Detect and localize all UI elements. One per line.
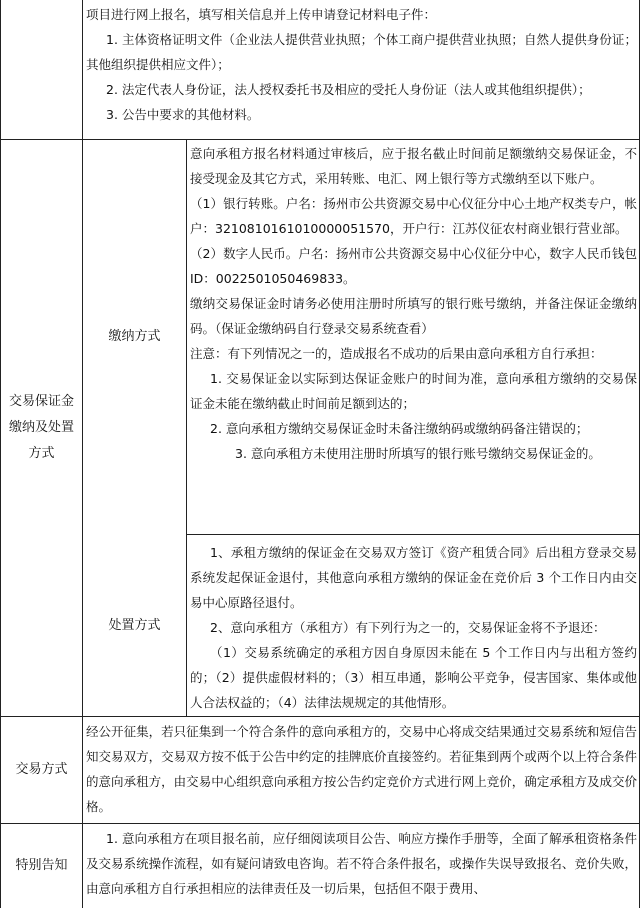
trade-method-text: 经公开征集，若只征集到一个符合条件的意向承租方的，交易中心将成交结果通过交易系统和短信告知交易双方，交易双方按不低于公告中约定的挂牌底价直接签约。若征集到两个或两个以上符合条件的意向承租方，由交易中心组织意向承租方按公告约定竞价方式进行网上竞价，确定承租方及成交价格。 bbox=[86, 724, 637, 814]
registration-item: 2. 法定代表人身份证，法人授权委托书及相应的受托人身份证（法人或其他组织提供）； bbox=[106, 82, 591, 97]
special-notice-label bbox=[2, 824, 81, 908]
disposal-method-content bbox=[190, 540, 637, 716]
payment-method-label-text: 缴纳方式 bbox=[108, 329, 161, 344]
deposit-section-label-text: 交易保证金缴纳及处置方式 bbox=[8, 394, 74, 461]
special-notice-text: 1. 意向承租方在项目报名前，应仔细阅读项目公告、响应方操作手册等，全面了解承租资格条件及交易系统操作流程，如有疑问请致电咨询。若不符合条件报名，或操作失误导致报名、竞价失败，由意向承租方自行承担相应的法律责任及一切后果，包括但不限于费用、 bbox=[86, 831, 637, 896]
payment-paragraph: 1. 交易保证金以实际到达保证金账户的时间为准，意向承租方缴纳的交易保证金未能在缴纳截止时间前足额到达的； bbox=[190, 371, 637, 411]
trade-method-label-text: 交易方式 bbox=[15, 762, 68, 777]
special-notice-label-text: 特别告知 bbox=[15, 858, 68, 873]
payment-paragraph: （1）银行转账。户名：扬州市公共资源交易中心仪征分中心土地产权类专户，帐户：32108101610100000515​70，开户行：江苏仪征农村商业银行营业部。 bbox=[190, 196, 637, 236]
payment-paragraph: 意向承租方报名材料通过审核后，应于报名截止时间前足额缴纳交易保证金，不接受现金及其它方式，采用转账、电汇、网上银行等方式缴纳至以下账户。 bbox=[190, 146, 637, 186]
registration-item: 1. 主体资格证明文件（企业法人提供营业执照；个体工商户提供营业执照；自然人提供身份证；其他组织提供相应文件）； bbox=[86, 32, 637, 72]
payment-method-label bbox=[83, 140, 186, 534]
trade-method-content bbox=[86, 719, 637, 823]
payment-paragraph: 3. 意向承租方未使用注册时所填写的银行账号缴纳交易保证金的。 bbox=[235, 446, 601, 461]
row-divider bbox=[186, 534, 640, 535]
payment-paragraph: 注意：有下列情况之一的，造成报名不成功的后果由意向承租方自行承担： bbox=[190, 346, 603, 361]
payment-paragraph: 2. 意向承租方缴纳交易保证金时未备注缴纳码或缴纳码备注错误的； bbox=[210, 421, 589, 436]
payment-paragraph: 缴纳交易保证金时请务必使用注册时所填写的银行账号缴纳，并备注保证金缴纳码。（保证金缴纳码自行登录交易系统查看） bbox=[190, 296, 637, 336]
registration-materials bbox=[86, 2, 637, 138]
col-divider bbox=[186, 139, 187, 716]
deposit-section-label bbox=[2, 140, 81, 716]
disposal-paragraph: （1）交易系统确定的承租方因自身原因未能在 5 个工作日内与出租方签约的；（2）提供虚假材料的；（3）相互串通，影响公平竞争，侵害国家、集体或他人合法权益的；（4）法律法规规定的其他情形。 bbox=[190, 645, 637, 710]
trade-method-label bbox=[2, 717, 81, 823]
disposal-paragraph: 2、意向承租方（承租方）有下列行为之一的，交易保证金将不予退还： bbox=[210, 620, 606, 635]
special-notice-content bbox=[86, 826, 637, 908]
registration-item: 3. 公告中要求的其他材料。 bbox=[106, 107, 260, 122]
disposal-paragraph: 1、承租方缴纳的保证金在交易双方签订《资产租赁合同》后出租方登录交易系统发起保证金退付，其他意向承租方缴纳的保证金在竞价后 3 个工作日内由交易中心原路径退付。 bbox=[190, 545, 637, 610]
registration-intro: 项目进行网上报名，填写相关信息并上传申请登记材料电子件： bbox=[86, 7, 437, 22]
disposal-method-label bbox=[83, 535, 186, 716]
col-divider bbox=[0, 0, 1, 908]
payment-method-content bbox=[190, 141, 637, 533]
row-divider bbox=[0, 716, 640, 717]
payment-paragraph: （2）数字人民币。户名：扬州市公共资源交易中心仪征分中心，数字人民币钱包 ID：0022501050469833。 bbox=[190, 246, 637, 286]
disposal-method-label-text: 处置方式 bbox=[108, 617, 161, 633]
row-divider bbox=[0, 823, 640, 824]
